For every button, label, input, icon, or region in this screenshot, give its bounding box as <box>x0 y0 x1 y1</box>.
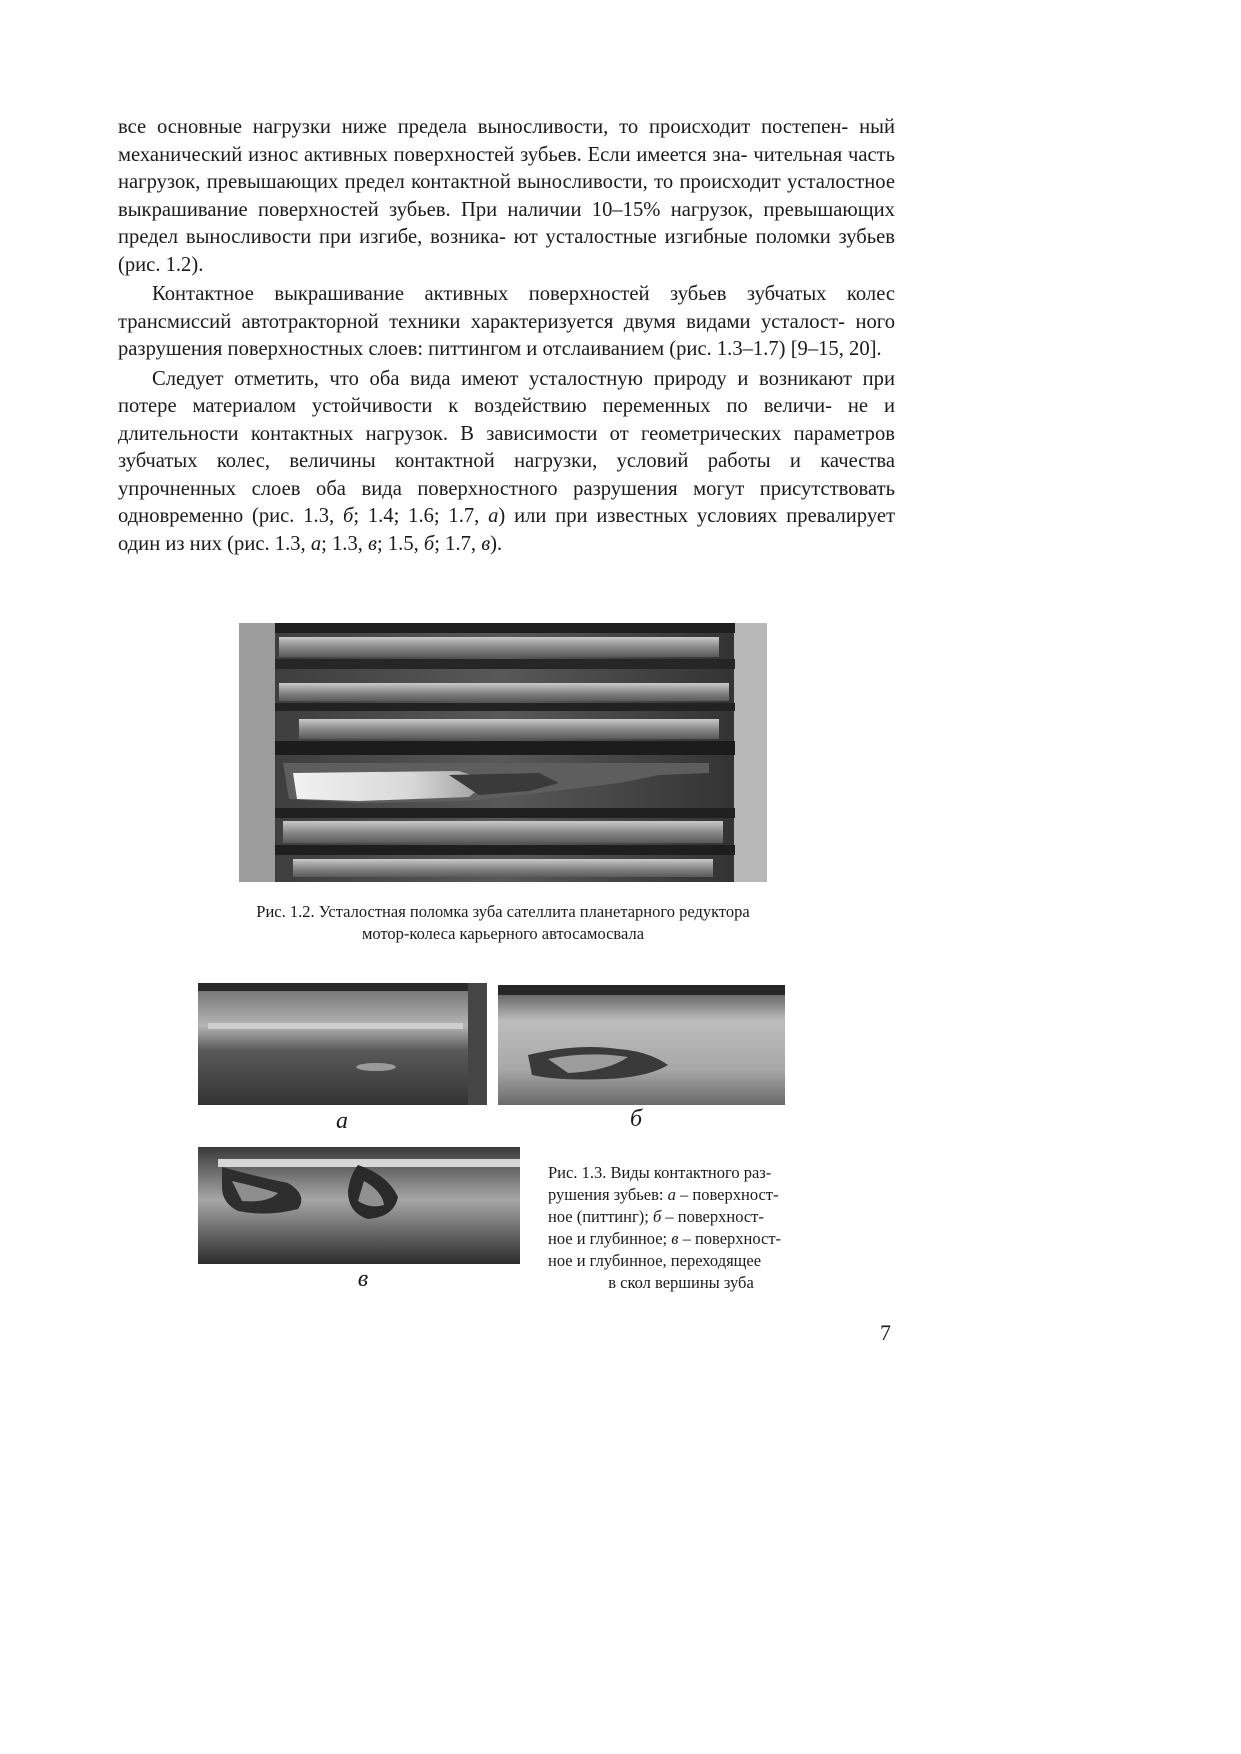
italic-run: в <box>368 532 377 555</box>
italic-run: а <box>667 1185 676 1204</box>
text-run: – поверхност- <box>661 1207 764 1226</box>
p3-line-5: и качества упрочненных слоев оба вида поверхностного разрушения могут <box>118 450 895 500</box>
figure-1-3v-photo <box>198 1147 520 1264</box>
p1-line-3: чительная часть нагрузок, превышающих предел контактной выносливости, <box>118 143 895 193</box>
text-run: ; 1.3, <box>321 532 369 555</box>
caption-line-4 <box>548 1228 814 1250</box>
text-run: – поверхност- <box>678 1229 782 1248</box>
caption-line-5: ное и глубинное, переходящее <box>548 1251 762 1270</box>
caption-line-6: в скол вершины зуба <box>608 1273 754 1292</box>
italic-run: б <box>652 1207 662 1226</box>
caption-line-1: Рис. 1.3. Виды контактного раз- <box>548 1163 772 1182</box>
figure-1-2-caption-line-2: мотор-колеса карьерного автосамосвала <box>361 924 645 943</box>
text-run: присутствовать одновременно (рис. 1.3, <box>118 477 895 527</box>
italic-run: б <box>342 505 354 527</box>
p3-line-2: при потере материалом устойчивости к воздействию переменных по величи- <box>118 367 895 417</box>
p2-line-4: [9–15, 20]. <box>790 338 882 360</box>
italic-run: б <box>423 532 435 555</box>
italic-run: а <box>310 532 322 555</box>
p2-line-1: Контактное выкрашивание активных поверхностей зубьев зубчатых колес <box>152 283 895 305</box>
figure-1-3-caption <box>548 1162 814 1294</box>
italic-run: в <box>671 1229 679 1248</box>
italic-run: а <box>488 505 499 527</box>
paragraph-3 <box>118 366 895 559</box>
p1-line-6: ют усталостные изгибные поломки зубьев (рис. 1.2). <box>118 226 895 276</box>
p2-line-2: трансмиссий автотракторной техники характеризуется двумя видами усталост- <box>118 310 846 333</box>
p1-line-4: то происходит усталостное выкрашивание поверхностей зубьев. При наличии <box>118 171 895 221</box>
text-run: ; 1.5, <box>377 532 424 555</box>
caption-line-3 <box>548 1206 814 1228</box>
text-run: – поверхност- <box>675 1185 779 1204</box>
text-run: ное и глубинное; <box>548 1229 672 1248</box>
p3-line-3: не и длительности контактных нагрузок. В зависимости от геометрических <box>118 395 895 445</box>
caption-line-2 <box>548 1184 814 1206</box>
text-run: ; 1.4; 1.6; 1.7, <box>353 505 489 527</box>
text-run: ; 1.7, <box>434 532 482 555</box>
figure-1-3v-label: в <box>357 1266 369 1292</box>
text-run: условиях превалирует один из них (рис. 1.3, <box>118 505 895 555</box>
text-run: рушения зубьев: <box>548 1185 668 1204</box>
p1-line-2: ный механический износ активных поверхностей зубьев. Если имеется зна- <box>118 116 895 166</box>
figure-1-3b-photo <box>498 985 785 1105</box>
p2-line-3: ного разрушения поверхностных слоев: питтингом и отслаиванием (рис. 1.3–1.7) <box>118 310 895 360</box>
text-run: ). <box>490 532 503 555</box>
p1-line-1: все основные нагрузки ниже предела выносливости, то происходит постепен- <box>118 116 849 138</box>
figure-1-2-photo <box>239 623 767 882</box>
paragraph-2 <box>118 281 895 364</box>
figure-1-3a-label: а <box>336 1108 348 1134</box>
text-run: ) или при известных <box>498 505 689 527</box>
body-text <box>118 114 895 558</box>
tooth-chip-image <box>198 1147 520 1264</box>
pitting-image <box>198 983 487 1105</box>
figure-1-3b-label: б <box>629 1106 643 1132</box>
figure-1-2-caption <box>188 901 818 945</box>
paragraph-1 <box>118 114 895 279</box>
p3-line-4: параметров зубчатых колес, величины контактной нагрузки, условий работы <box>118 422 895 472</box>
page-number: 7 <box>880 1320 891 1345</box>
figure-1-2-caption-line-1: Рис. 1.2. Усталостная поломка зуба сателлита планетарного редуктора <box>256 902 750 921</box>
figure-1-3a-photo <box>198 983 487 1105</box>
italic-run: в <box>481 532 491 555</box>
p1-line-5: 10–15% нагрузок, превышающих предел выносливости при изгибе, возника- <box>118 198 895 248</box>
p3-line-1: Следует отметить, что оба вида имеют усталостную природу и возникают <box>152 367 853 390</box>
text-run: ное (питтинг); <box>548 1207 653 1226</box>
surface-and-depth-image <box>498 985 785 1105</box>
gear-teeth-image <box>239 623 767 882</box>
